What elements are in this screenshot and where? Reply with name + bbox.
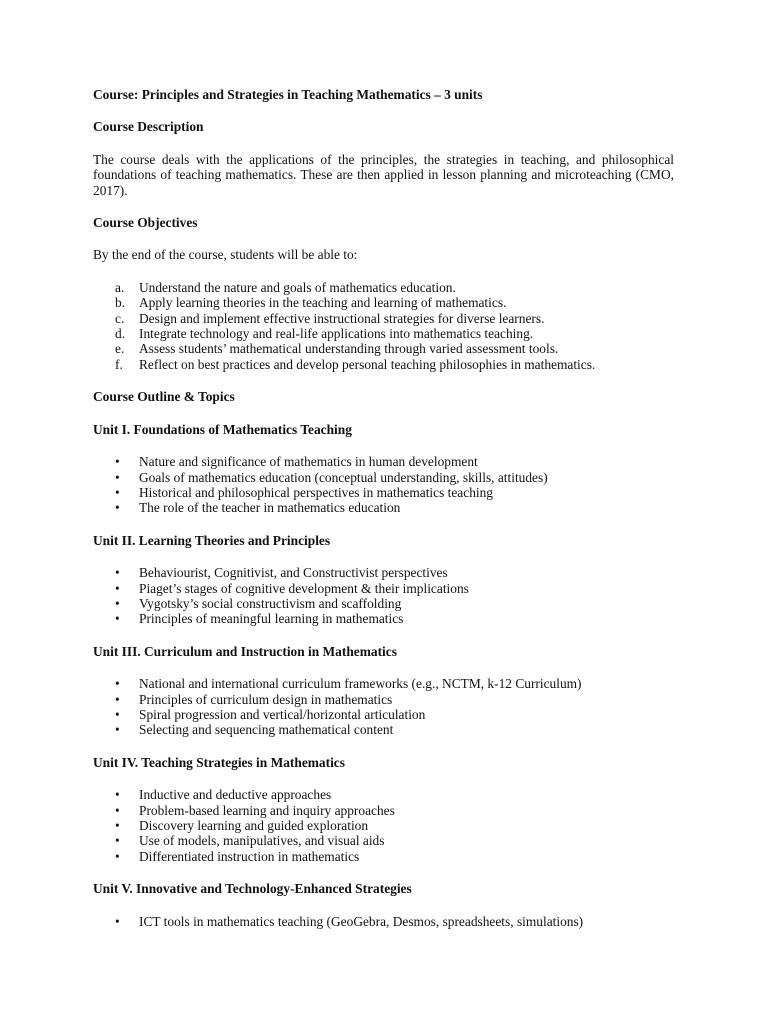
topic-item [93,565,674,580]
objective-text: Integrate technology and real-life applications into mathematics teaching. [139,326,534,342]
topic-item [93,803,674,818]
objective-text: Understand the nature and goals of mathematics education. [139,279,456,295]
bullet-icon: • [115,580,120,596]
unit-4-heading: Unit IV. Teaching Strategies in Mathematics [93,754,345,770]
topic-text: Differentiated instruction in mathematics [139,848,360,864]
topic-text: Piaget’s stages of cognitive development & their implications [139,580,469,596]
topic-item [93,692,674,707]
topic-item [93,676,674,691]
objective-item [93,357,674,372]
objectives-list [93,280,674,372]
topic-item [93,722,674,737]
topic-item [93,707,674,722]
bullet-icon: • [115,565,120,581]
objective-text: Design and implement effective instructional strategies for diverse learners. [139,310,545,326]
bullet-icon: • [115,691,120,707]
objective-item [93,295,674,310]
topic-item [93,914,674,929]
unit-3-topics [93,676,674,738]
document-page [93,87,674,929]
topic-text: National and international curriculum frameworks (e.g., NCTM, k-12 Curriculum) [139,676,582,692]
course-outline-heading: Course Outline & Topics [93,389,235,405]
topic-text: ICT tools in mathematics teaching (GeoGebra, Desmos, spreadsheets, simulations) [139,913,584,929]
unit-4-topics [93,787,674,864]
objective-item [93,280,674,295]
course-description-text: The course deals with the applications of the principles, the strategies in teaching, and philosophical foundations of teaching mathematics. These are then applied in lesson planning and microteaching (CMO, 2017). [93,151,674,198]
topic-item [93,470,674,485]
topic-text: Spiral progression and vertical/horizontal articulation [139,706,426,722]
course-objectives-heading: Course Objectives [93,215,198,231]
topic-text: Principles of meaningful learning in mathematics [139,611,404,627]
bullet-icon: • [115,848,120,864]
topic-item [93,454,674,469]
objective-item [93,311,674,326]
objectives-intro: By the end of the course, students will be able to: [93,247,358,263]
unit-5-heading: Unit V. Innovative and Technology-Enhanced Strategies [93,881,412,897]
topic-text: Selecting and sequencing mathematical content [139,722,394,738]
topic-item [93,581,674,596]
bullet-icon: • [115,595,120,611]
unit-2-heading: Unit II. Learning Theories and Principles [93,532,331,548]
objective-text: Apply learning theories in the teaching and learning of mathematics. [139,295,507,311]
course-title: Course: Principles and Strategies in Teaching Mathematics – 3 units [93,87,483,102]
bullet-icon: • [115,802,120,818]
bullet-icon: • [115,833,120,849]
bullet-icon: • [115,454,120,470]
topic-item [93,787,674,802]
objective-letter: b. [115,295,126,311]
bullet-icon: • [115,787,120,803]
bullet-icon: • [115,818,120,833]
bullet-icon: • [115,500,120,516]
objective-item [93,326,674,341]
objective-letter: a. [115,279,125,295]
objective-item [93,341,674,356]
topic-text: Vygotsky’s social constructivism and scaffolding [139,595,402,611]
objective-letter: c. [115,310,125,326]
objective-letter: f. [115,356,123,372]
topic-text: Use of models, manipulatives, and visual aids [139,833,385,849]
objective-letter: e. [115,341,125,357]
unit-3-heading: Unit III. Curriculum and Instruction in Mathematics [93,643,397,659]
bullet-icon: • [115,484,120,500]
unit-1-heading: Unit I. Foundations of Mathematics Teaching [93,421,352,437]
bullet-icon: • [115,913,120,929]
bullet-icon: • [115,611,120,627]
topic-text: Inductive and deductive approaches [139,787,332,803]
bullet-icon: • [115,706,120,722]
topic-item [93,611,674,626]
objective-text: Assess students’ mathematical understanding through varied assessment tools. [139,341,559,357]
topic-text: Discovery learning and guided exploration [139,818,369,833]
topic-item [93,485,674,500]
topic-item [93,500,674,515]
topic-text: Historical and philosophical perspectives in mathematics teaching [139,484,494,500]
topic-text: Behaviourist, Cognitivist, and Constructivist perspectives [139,565,448,581]
objective-letter: d. [115,326,126,342]
unit-1-topics [93,454,674,516]
bullet-icon: • [115,676,120,692]
topic-item [93,818,674,833]
topic-text: The role of the teacher in mathematics education [139,500,401,516]
course-description-heading: Course Description [93,119,204,135]
unit-2-topics [93,565,674,627]
topic-text: Nature and significance of mathematics in human development [139,454,478,470]
topic-item [93,833,674,848]
topic-text: Goals of mathematics education (conceptual understanding, skills, attitudes) [139,469,548,485]
objective-text: Reflect on best practices and develop personal teaching philosophies in mathematics. [139,356,596,372]
bullet-icon: • [115,469,120,485]
unit-5-topics [93,914,674,929]
bullet-icon: • [115,722,120,738]
topic-item [93,596,674,611]
topic-item [93,849,674,864]
topic-text: Problem-based learning and inquiry approaches [139,802,395,818]
topic-text: Principles of curriculum design in mathematics [139,691,393,707]
